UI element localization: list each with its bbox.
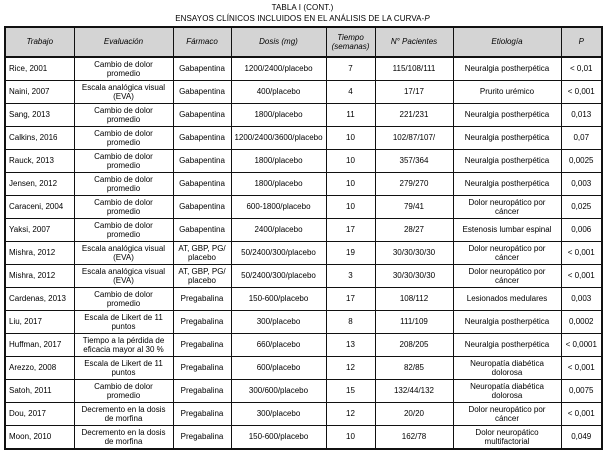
table-row bbox=[5, 288, 602, 311]
cell-trabajo: Rauck, 2013 bbox=[5, 150, 74, 173]
cell-evaluacion: Cambio de dolor promedio bbox=[74, 150, 173, 173]
cell-tiempo: 11 bbox=[326, 104, 375, 127]
table-row bbox=[5, 265, 602, 288]
table-row bbox=[5, 127, 602, 150]
clinical-trials-table bbox=[4, 26, 603, 450]
cell-trabajo: Liu, 2017 bbox=[5, 311, 74, 334]
cell-pacientes: 357/​364 bbox=[375, 150, 453, 173]
cell-etiologia: Neuralgia postherpética bbox=[453, 150, 561, 173]
cell-evaluacion: Cambio de dolor promedio bbox=[74, 288, 173, 311]
cell-dosis: 1200/​2400/​3600/​placebo bbox=[231, 127, 326, 150]
cell-farmaco: Pregabalina bbox=[173, 288, 231, 311]
cell-etiologia: Neuralgia postherpética bbox=[453, 104, 561, 127]
cell-etiologia: Neuropatía diabética dolorosa bbox=[453, 357, 561, 380]
cell-pacientes: 20/​20 bbox=[375, 403, 453, 426]
cell-farmaco: Gabapentina bbox=[173, 219, 231, 242]
cell-evaluacion: Cambio de dolor promedio bbox=[74, 173, 173, 196]
cell-pacientes: 79/​41 bbox=[375, 196, 453, 219]
cell-pacientes: 279/​270 bbox=[375, 173, 453, 196]
table-row bbox=[5, 334, 602, 357]
cell-farmaco: Pregabalina bbox=[173, 311, 231, 334]
cell-pacientes: 221/​231 bbox=[375, 104, 453, 127]
table-title: TABLA I (CONT.) bbox=[271, 3, 334, 12]
cell-trabajo: Cardenas, 2013 bbox=[5, 288, 74, 311]
table-row bbox=[5, 173, 602, 196]
cell-tiempo: 7 bbox=[326, 57, 375, 81]
column-header-etiologia: Etiología bbox=[453, 27, 561, 57]
cell-farmaco: AT, GBP, PG/​placebo bbox=[173, 265, 231, 288]
table-subtitle bbox=[0, 14, 605, 25]
cell-evaluacion: Escala analógica visual (EVA) bbox=[74, 265, 173, 288]
cell-trabajo: Calkins, 2016 bbox=[5, 127, 74, 150]
cell-p: < 0,01 bbox=[561, 57, 602, 81]
cell-dosis: 660/​placebo bbox=[231, 334, 326, 357]
cell-p: 0,0025 bbox=[561, 150, 602, 173]
table-row bbox=[5, 150, 602, 173]
cell-pacientes: 208/​205 bbox=[375, 334, 453, 357]
table-row bbox=[5, 380, 602, 403]
cell-trabajo: Yaksi, 2007 bbox=[5, 219, 74, 242]
cell-trabajo: Satoh, 2011 bbox=[5, 380, 74, 403]
column-header-p: P bbox=[561, 27, 602, 57]
cell-evaluacion: Decremento en la dosis de morfina bbox=[74, 403, 173, 426]
cell-trabajo: Moon, 2010 bbox=[5, 426, 74, 450]
table-row bbox=[5, 81, 602, 104]
cell-evaluacion: Escala de Likert de 11 puntos bbox=[74, 357, 173, 380]
cell-tiempo: 17 bbox=[326, 288, 375, 311]
cell-evaluacion: Cambio de dolor promedio bbox=[74, 380, 173, 403]
cell-evaluacion: Cambio de dolor promedio bbox=[74, 219, 173, 242]
cell-p: 0,013 bbox=[561, 104, 602, 127]
cell-trabajo: Dou, 2017 bbox=[5, 403, 74, 426]
cell-tiempo: 10 bbox=[326, 150, 375, 173]
table-row bbox=[5, 219, 602, 242]
column-header-evaluacion: Evaluación bbox=[74, 27, 173, 57]
cell-p: 0,003 bbox=[561, 288, 602, 311]
cell-tiempo: 12 bbox=[326, 403, 375, 426]
cell-p: 0,0075 bbox=[561, 380, 602, 403]
cell-farmaco: Pregabalina bbox=[173, 380, 231, 403]
cell-tiempo: 3 bbox=[326, 265, 375, 288]
cell-pacientes: 30/​30/​30/​30 bbox=[375, 242, 453, 265]
cell-trabajo: Rice, 2001 bbox=[5, 57, 74, 81]
cell-pacientes: 30/​30/​30/​30 bbox=[375, 265, 453, 288]
cell-etiologia: Dolor neuropático por cáncer bbox=[453, 196, 561, 219]
cell-p: 0,07 bbox=[561, 127, 602, 150]
cell-pacientes: 115/​108/​111 bbox=[375, 57, 453, 81]
cell-tiempo: 19 bbox=[326, 242, 375, 265]
cell-p: 0,025 bbox=[561, 196, 602, 219]
column-header-pacientes: N° Pacientes bbox=[375, 27, 453, 57]
cell-dosis: 300/​placebo bbox=[231, 403, 326, 426]
cell-dosis: 50/​2400/​300/​placebo bbox=[231, 242, 326, 265]
cell-pacientes: 162/​78 bbox=[375, 426, 453, 450]
cell-p: < 0,001 bbox=[561, 357, 602, 380]
cell-farmaco: Pregabalina bbox=[173, 334, 231, 357]
cell-etiologia: Dolor neuropático multifactorial bbox=[453, 426, 561, 450]
header-row bbox=[5, 27, 602, 57]
cell-dosis: 150-600/​placebo bbox=[231, 288, 326, 311]
cell-pacientes: 102/​87/​107/​ bbox=[375, 127, 453, 150]
column-header-tiempo: Tiempo (semanas) bbox=[326, 27, 375, 57]
cell-p: < 0,001 bbox=[561, 265, 602, 288]
cell-trabajo: Huffman, 2017 bbox=[5, 334, 74, 357]
cell-evaluacion: Escala analógica visual (EVA) bbox=[74, 242, 173, 265]
cell-trabajo: Sang, 2013 bbox=[5, 104, 74, 127]
column-header-trabajo: Trabajo bbox=[5, 27, 74, 57]
cell-evaluacion: Cambio de dolor promedio bbox=[74, 127, 173, 150]
cell-tiempo: 12 bbox=[326, 357, 375, 380]
cell-farmaco: Gabapentina bbox=[173, 173, 231, 196]
cell-etiologia: Dolor neuropático por cáncer bbox=[453, 242, 561, 265]
cell-pacientes: 111/​109 bbox=[375, 311, 453, 334]
cell-farmaco: Pregabalina bbox=[173, 426, 231, 450]
cell-evaluacion: Cambio de dolor promedio bbox=[74, 196, 173, 219]
cell-tiempo: 4 bbox=[326, 81, 375, 104]
cell-evaluacion: Escala de Likert de 11 puntos bbox=[74, 311, 173, 334]
cell-dosis: 50/​2400/​300/​placebo bbox=[231, 265, 326, 288]
cell-pacientes: 17/​17 bbox=[375, 81, 453, 104]
cell-trabajo: Mishra, 2012 bbox=[5, 265, 74, 288]
cell-farmaco: Gabapentina bbox=[173, 104, 231, 127]
column-header-farmaco: Fármaco bbox=[173, 27, 231, 57]
cell-evaluacion: Tiempo a la pérdida de eficacia mayor al 30 % bbox=[74, 334, 173, 357]
cell-tiempo: 15 bbox=[326, 380, 375, 403]
cell-tiempo: 8 bbox=[326, 311, 375, 334]
cell-tiempo: 10 bbox=[326, 196, 375, 219]
cell-farmaco: Gabapentina bbox=[173, 150, 231, 173]
cell-dosis: 600/​placebo bbox=[231, 357, 326, 380]
table-row bbox=[5, 403, 602, 426]
cell-dosis: 400/​placebo bbox=[231, 81, 326, 104]
table-row bbox=[5, 242, 602, 265]
cell-dosis: 1800/​placebo bbox=[231, 104, 326, 127]
cell-farmaco: Pregabalina bbox=[173, 357, 231, 380]
cell-evaluacion: Cambio de dolor promedio bbox=[74, 104, 173, 127]
cell-dosis: 1200/​2400/​placebo bbox=[231, 57, 326, 81]
table-header bbox=[5, 27, 602, 57]
cell-p: 0,003 bbox=[561, 173, 602, 196]
cell-farmaco: Gabapentina bbox=[173, 127, 231, 150]
cell-dosis: 300/​placebo bbox=[231, 311, 326, 334]
table-row bbox=[5, 196, 602, 219]
table-caption bbox=[0, 0, 605, 24]
cell-evaluacion: Cambio de dolor promedio bbox=[74, 57, 173, 81]
table-row bbox=[5, 357, 602, 380]
cell-pacientes: 82/​85 bbox=[375, 357, 453, 380]
cell-farmaco: Pregabalina bbox=[173, 403, 231, 426]
cell-dosis: 1800/​placebo bbox=[231, 173, 326, 196]
cell-evaluacion: Escala analógica visual (EVA) bbox=[74, 81, 173, 104]
cell-farmaco: Gabapentina bbox=[173, 81, 231, 104]
cell-etiologia: Neuralgia postherpética bbox=[453, 127, 561, 150]
cell-pacientes: 132/​44/​132 bbox=[375, 380, 453, 403]
cell-dosis: 300/​600/​placebo bbox=[231, 380, 326, 403]
cell-pacientes: 28/​27 bbox=[375, 219, 453, 242]
table-subtitle-p: P bbox=[424, 13, 430, 23]
cell-farmaco: Gabapentina bbox=[173, 196, 231, 219]
cell-p: 0,0002 bbox=[561, 311, 602, 334]
cell-tiempo: 17 bbox=[326, 219, 375, 242]
cell-etiologia: Prurito urémico bbox=[453, 81, 561, 104]
cell-etiologia: Neuralgia postherpética bbox=[453, 57, 561, 81]
table-row bbox=[5, 311, 602, 334]
cell-etiologia: Dolor neuropático por cáncer bbox=[453, 403, 561, 426]
cell-p: 0,006 bbox=[561, 219, 602, 242]
cell-pacientes: 108/​112 bbox=[375, 288, 453, 311]
cell-etiologia: Estenosis lumbar espinal bbox=[453, 219, 561, 242]
cell-etiologia: Dolor neuropático por cáncer bbox=[453, 265, 561, 288]
table-body bbox=[5, 57, 602, 449]
table-subtitle-text: ENSAYOS CLÍNICOS INCLUIDOS EN EL ANÁLISIS DE LA CURVA- bbox=[175, 13, 425, 23]
cell-p: < 0,001 bbox=[561, 81, 602, 104]
table-row bbox=[5, 426, 602, 450]
cell-dosis: 2400/​placebo bbox=[231, 219, 326, 242]
cell-etiologia: Neuralgia postherpética bbox=[453, 334, 561, 357]
cell-p: < 0,001 bbox=[561, 403, 602, 426]
cell-trabajo: Jensen, 2012 bbox=[5, 173, 74, 196]
cell-trabajo: Caraceni, 2004 bbox=[5, 196, 74, 219]
cell-p: < 0,001 bbox=[561, 242, 602, 265]
cell-tiempo: 13 bbox=[326, 334, 375, 357]
cell-trabajo: Arezzo, 2008 bbox=[5, 357, 74, 380]
cell-dosis: 1800/​placebo bbox=[231, 150, 326, 173]
column-header-dosis: Dosis (mg) bbox=[231, 27, 326, 57]
cell-trabajo: Mishra, 2012 bbox=[5, 242, 74, 265]
cell-p: < 0,0001 bbox=[561, 334, 602, 357]
cell-farmaco: AT, GBP, PG/​placebo bbox=[173, 242, 231, 265]
cell-tiempo: 10 bbox=[326, 173, 375, 196]
cell-trabajo: Naini, 2007 bbox=[5, 81, 74, 104]
table-row bbox=[5, 104, 602, 127]
cell-farmaco: Gabapentina bbox=[173, 57, 231, 81]
cell-tiempo: 10 bbox=[326, 127, 375, 150]
cell-etiologia: Neuralgia postherpética bbox=[453, 311, 561, 334]
cell-evaluacion: Decremento en la dosis de morfina bbox=[74, 426, 173, 450]
cell-dosis: 600-1800/​placebo bbox=[231, 196, 326, 219]
cell-etiologia: Neuralgia postherpética bbox=[453, 173, 561, 196]
cell-tiempo: 10 bbox=[326, 426, 375, 450]
table-row bbox=[5, 57, 602, 81]
cell-etiologia: Neuropatía diabética dolorosa bbox=[453, 380, 561, 403]
cell-dosis: 150-600/​placebo bbox=[231, 426, 326, 450]
cell-p: 0,049 bbox=[561, 426, 602, 450]
cell-etiologia: Lesionados medulares bbox=[453, 288, 561, 311]
